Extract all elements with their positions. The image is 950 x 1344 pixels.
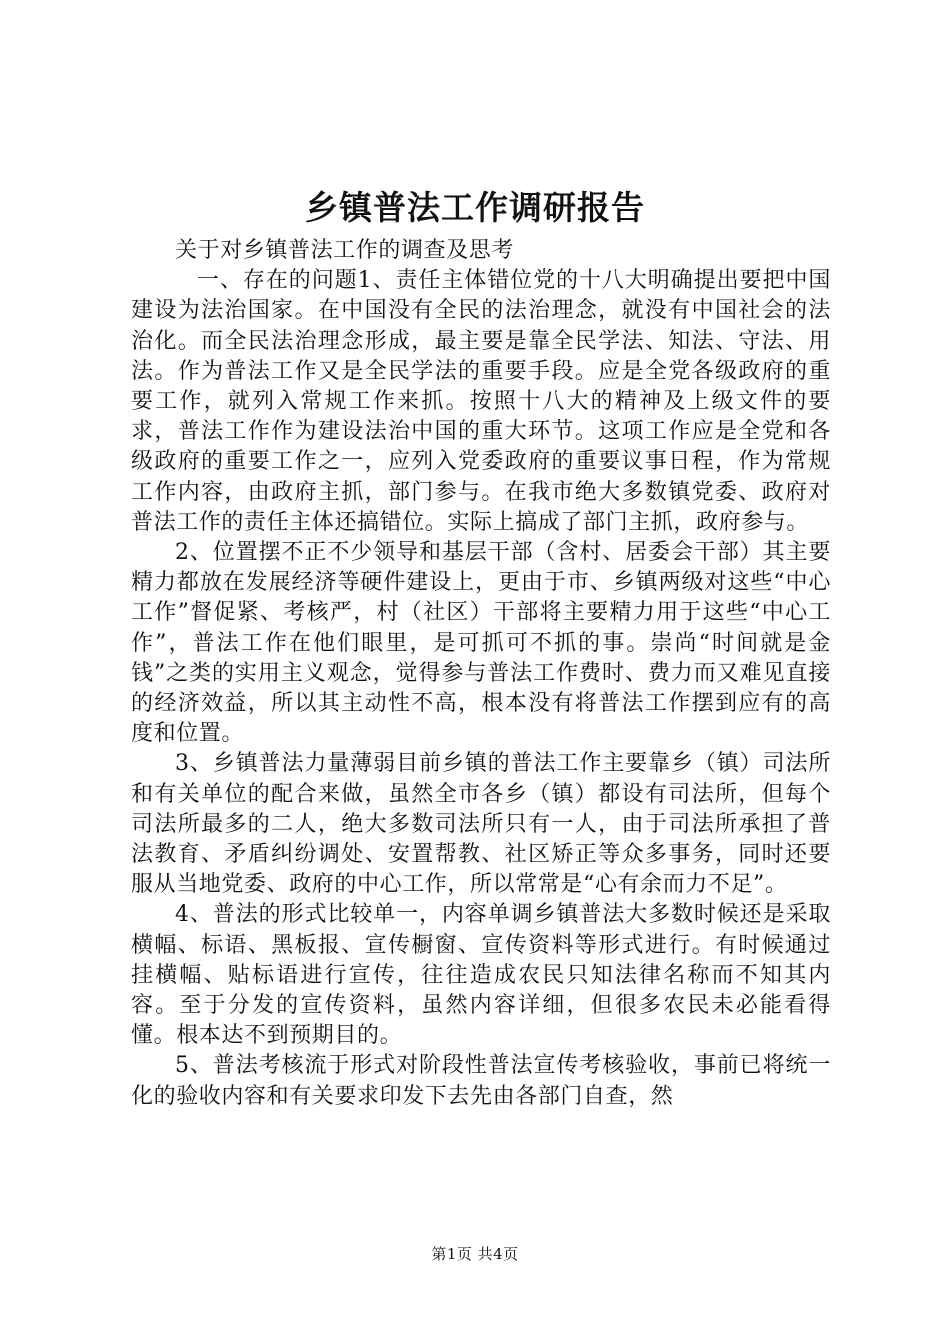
document-title: 乡镇普法工作调研报告 (305, 188, 645, 227)
document-subtitle: 关于对乡镇普法工作的调查及思考 (175, 238, 515, 263)
paragraph-problems-5: 5、普法考核流于形式对阶段性普法宣传考核验收，事前已将统一化的验收内容和有关要求印发下去先由各部门自查，然 (131, 1053, 831, 1109)
paragraph-problems-4: 4、普法的形式比较单一，内容单调乡镇普法大多数时候还是采取横幅、标语、黑板报、宣传橱窗、宣传资料等形式进行。有时候通过挂横幅、贴标语进行宣传，往往造成农民只知法律名称而不知其内容。至于分发的宣传资料，虽然内容详细，但很多农民未必能看得懂。根本达不到预期目的。 (131, 902, 831, 1049)
document-body (131, 236, 831, 1112)
paragraph-problems-3: 3、乡镇普法力量薄弱目前乡镇的普法工作主要靠乡（镇）司法所和有关单位的配合来做，虽然全市各乡（镇）都设有司法所，但每个司法所最多的二人，绝大多数司法所只有一人，由于司法所承担了普法教育、矛盾纠纷调处、安置帮教、社区矫正等众多事务，同时还要服从当地党委、政府的中心工作，所以常常是“心有余而力不足”。 (131, 751, 831, 898)
page-number-footer: 第1页 共4页 (431, 1245, 519, 1263)
paragraph-problems-1: 一、存在的问题1、责任主体错位党的十八大明确提出要把中国建设为法治国家。在中国没有全民的法治理念，就没有中国社会的法治化。而全民法治理念形成，最主要是靠全民学法、知法、守法、用法。作为普法工作又是全民学法的重要手段。应是全党各级政府的重要工作，就列入常规工作来抓。按照十八大的精神及上级文件的要求，普法工作作为建设法治中国的重大环节。这项工作应是全党和各级政府的重要工作之一，应列入党委政府的重要议事日程，作为常规工作内容，由政府主抓，部门参与。在我市绝大多数镇党委、政府对普法工作的责任主体还搞错位。实际上搞成了部门主抓，政府参与。 (131, 268, 831, 535)
paragraph-problems-2: 2、位置摆不正不少领导和基层干部（含村、居委会干部）其主要精力都放在发展经济等硬件建设上，更由于市、乡镇两级对这些“中心工作”督促紧、考核严，村（社区）干部将主要精力用于这些“中心工作”，普法工作在他们眼里，是可抓可不抓的事。崇尚“时间就是金钱”之类的实用主义观念，觉得参与普法工作费时、费力而又难见直接的经济效益，所以其主动性不高，根本没有将普法工作摆到应有的高度和位置。 (131, 540, 831, 747)
